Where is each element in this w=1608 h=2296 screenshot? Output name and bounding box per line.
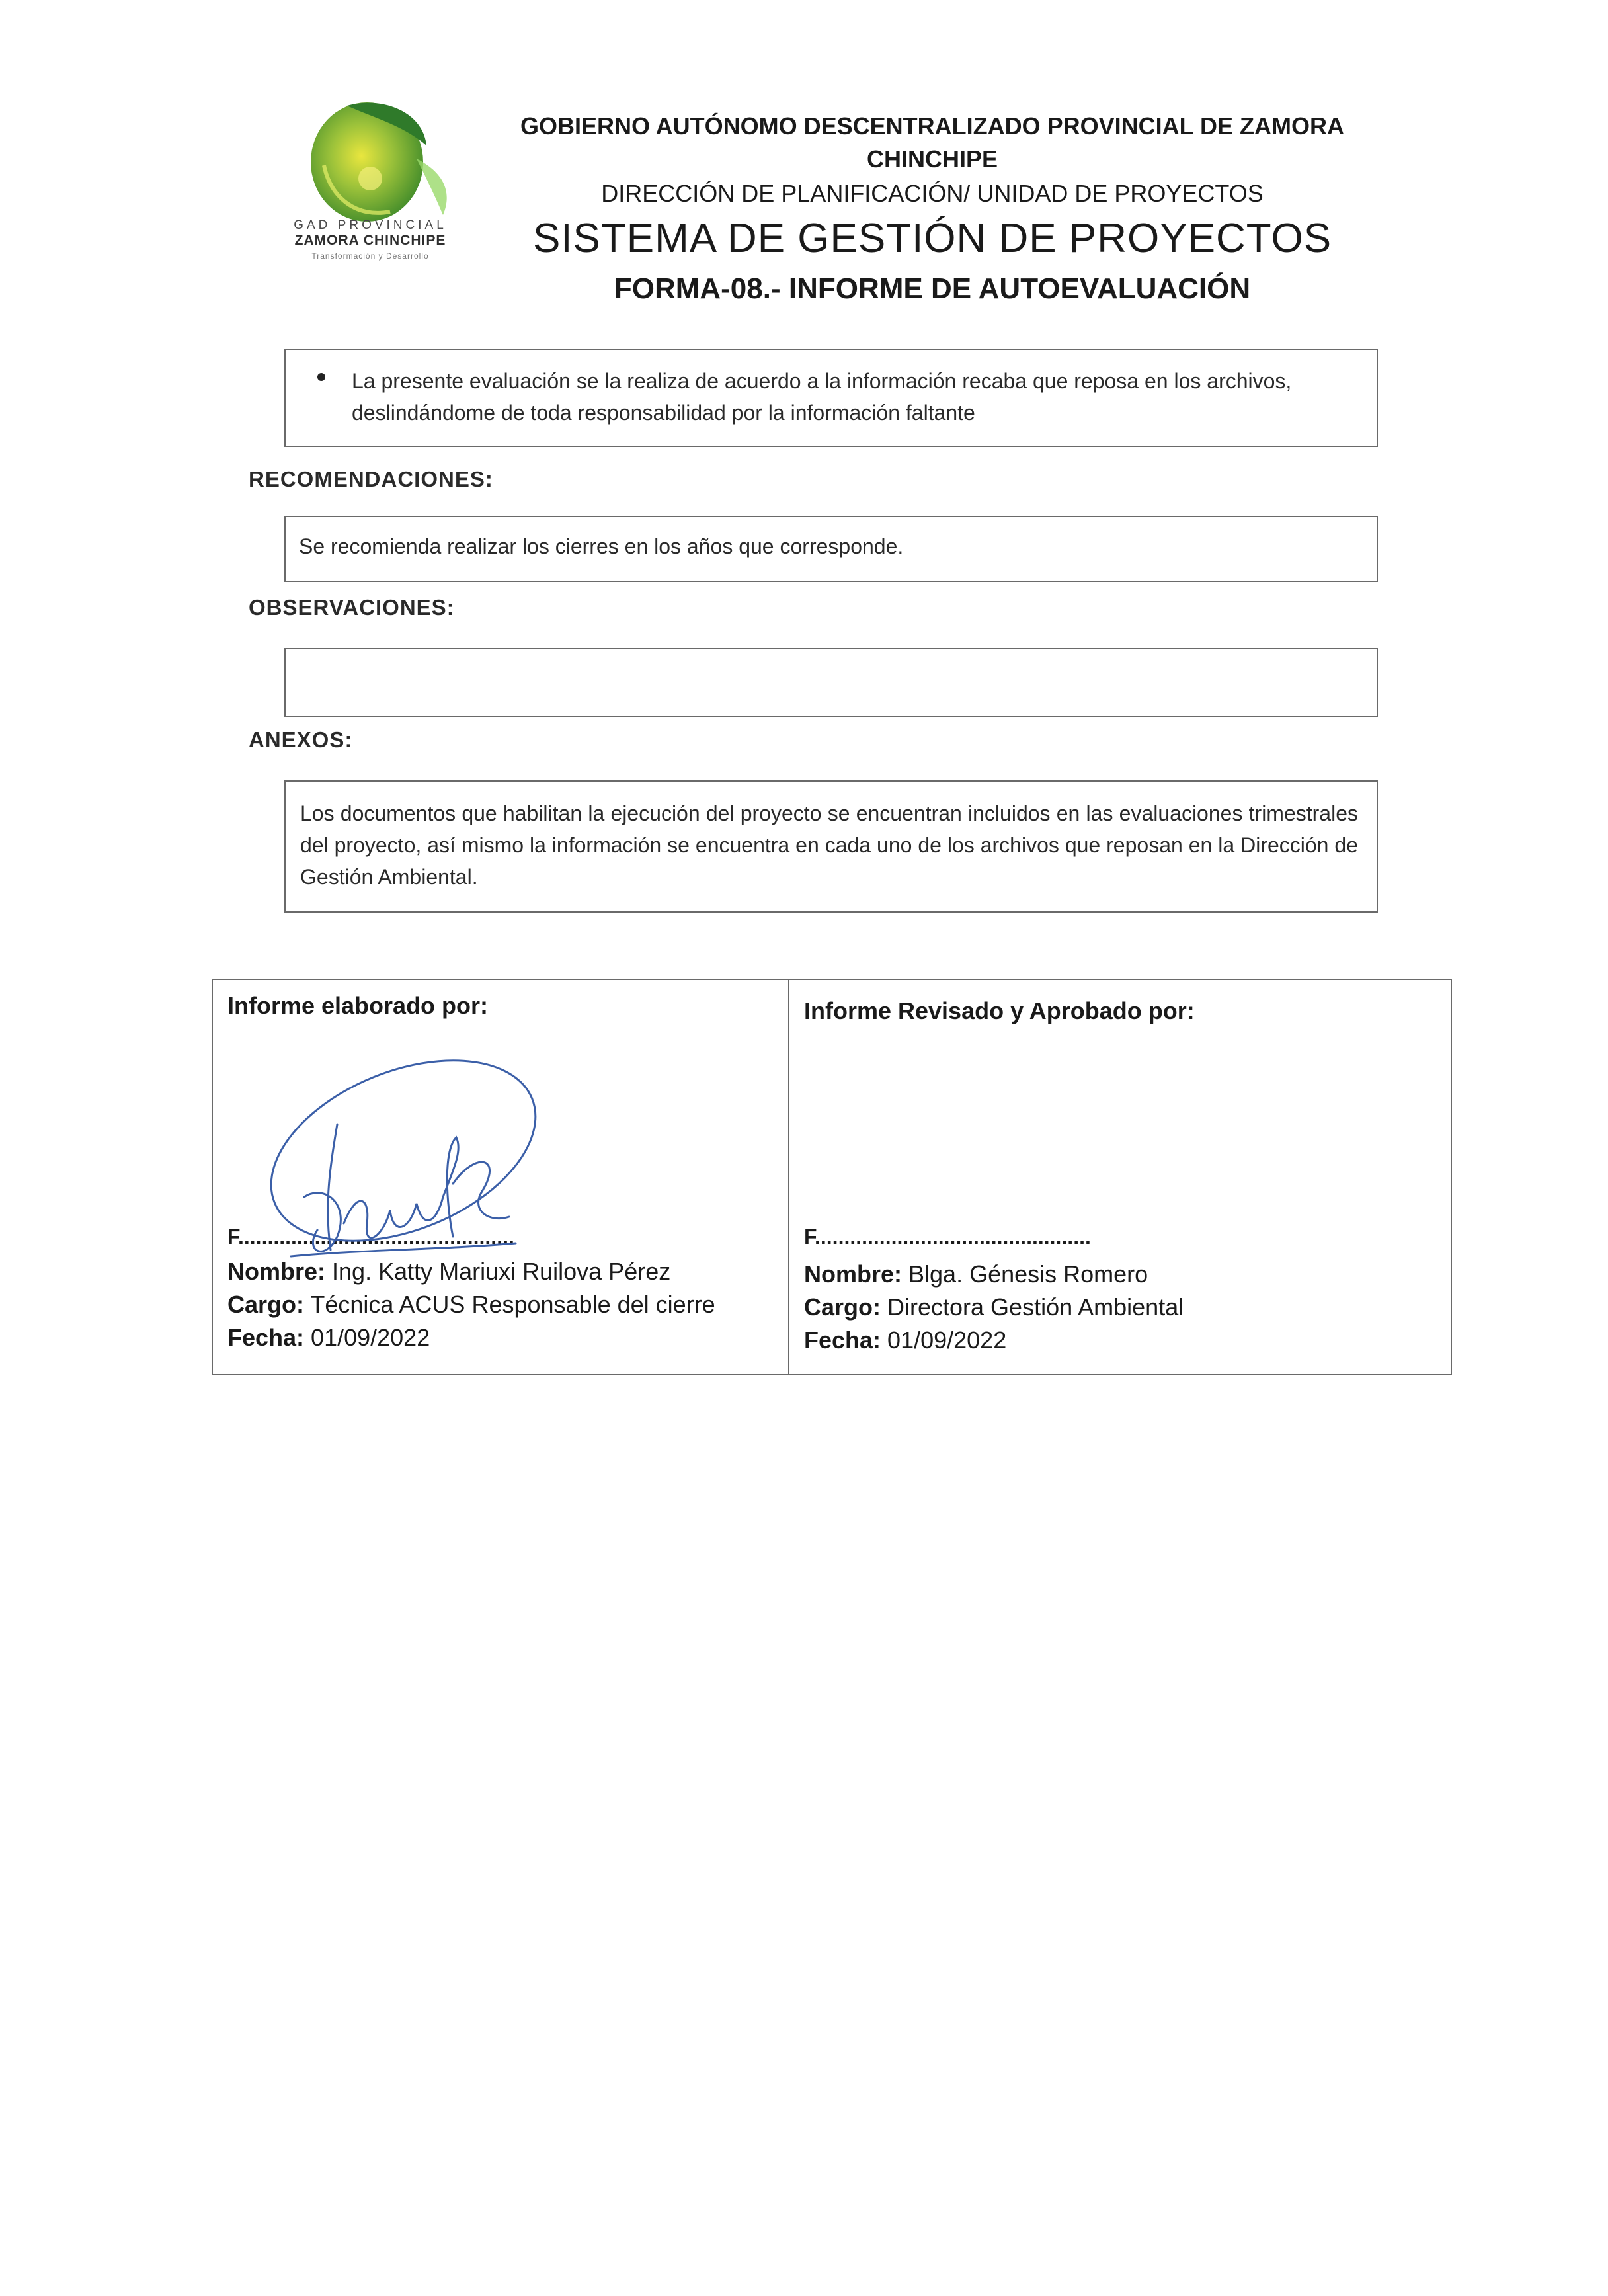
role-value: Técnica ACUS Responsable del cierre: [304, 1291, 715, 1318]
observations-box: [284, 648, 1378, 717]
table-divider: [788, 980, 789, 1374]
prepared-by-heading: Informe elaborado por:: [227, 992, 489, 1019]
government-title-cont: CHINCHIPE: [866, 145, 998, 173]
system-title: SISTEMA DE GESTIÓN DE PROYECTOS: [532, 216, 1332, 261]
recommendations-text: Se recomienda realizar los cierres en los años que corresponde.: [299, 534, 904, 558]
role-label: Cargo:: [227, 1291, 304, 1318]
role-value: Directora Gestión Ambiental: [881, 1293, 1184, 1321]
intro-text: La presente evaluación se la realiza de acuerdo a la información recaba que reposa en los archivos, deslindándome de toda responsabilidad por la información faltante: [352, 369, 1292, 425]
approved-by-role: [804, 1293, 1184, 1321]
name-value: Blga. Génesis Romero: [902, 1260, 1148, 1288]
recommendations-title: RECOMENDACIONES:: [249, 467, 493, 491]
observations-title: OBSERVACIONES:: [249, 595, 455, 620]
annexes-text: Los documentos que habilitan la ejecución del proyecto se encuentran incluidos en las evaluaciones trimestrales del proyecto, así mismo la información se encuentra en cada uno de los archivos que reposan en la Dirección de Gestión Ambiental.: [300, 801, 1358, 889]
prepared-by-date: [227, 1324, 430, 1352]
logo-caption-3: Transformación y Desarrollo: [311, 251, 429, 261]
annexes-title: ANEXOS:: [249, 727, 353, 752]
logo-caption-2: ZAMORA CHINCHIPE: [294, 233, 446, 248]
date-value: 01/09/2022: [304, 1324, 430, 1351]
approved-by-name: [804, 1260, 1148, 1288]
date-value: 01/09/2022: [881, 1327, 1007, 1354]
prepared-by-role: [227, 1291, 715, 1319]
annexes-box: [284, 780, 1378, 913]
name-label: Nombre:: [227, 1258, 326, 1285]
direction-title: DIRECCIÓN DE PLANIFICACIÓN/ UNIDAD DE PROYECTOS: [601, 180, 1264, 207]
recommendations-box: [284, 516, 1378, 582]
form-title: FORMA-08.- INFORME DE AUTOEVALUACIÓN: [614, 272, 1251, 305]
date-label: Fecha:: [227, 1324, 305, 1351]
date-label: Fecha:: [804, 1327, 881, 1354]
approved-by-date: [804, 1327, 1006, 1354]
name-value: Ing. Katty Mariuxi Ruilova Pérez: [325, 1258, 671, 1285]
intro-box: [284, 349, 1378, 447]
approved-by-signature-line: F...............................................: [804, 1225, 1091, 1249]
bullet-icon: [317, 373, 325, 381]
approved-by-heading: Informe Revisado y Aprobado por:: [804, 997, 1195, 1024]
logo-caption-1: GAD PROVINCIAL: [294, 218, 447, 232]
prepared-by-name: [227, 1258, 670, 1286]
prepared-by-signature-line: F...............................................: [227, 1225, 514, 1249]
name-label: Nombre:: [804, 1260, 903, 1288]
government-title: GOBIERNO AUTÓNOMO DESCENTRALIZADO PROVINCIAL DE ZAMORA: [520, 112, 1344, 140]
role-label: Cargo:: [804, 1293, 881, 1321]
signature-table: [212, 979, 1452, 1375]
